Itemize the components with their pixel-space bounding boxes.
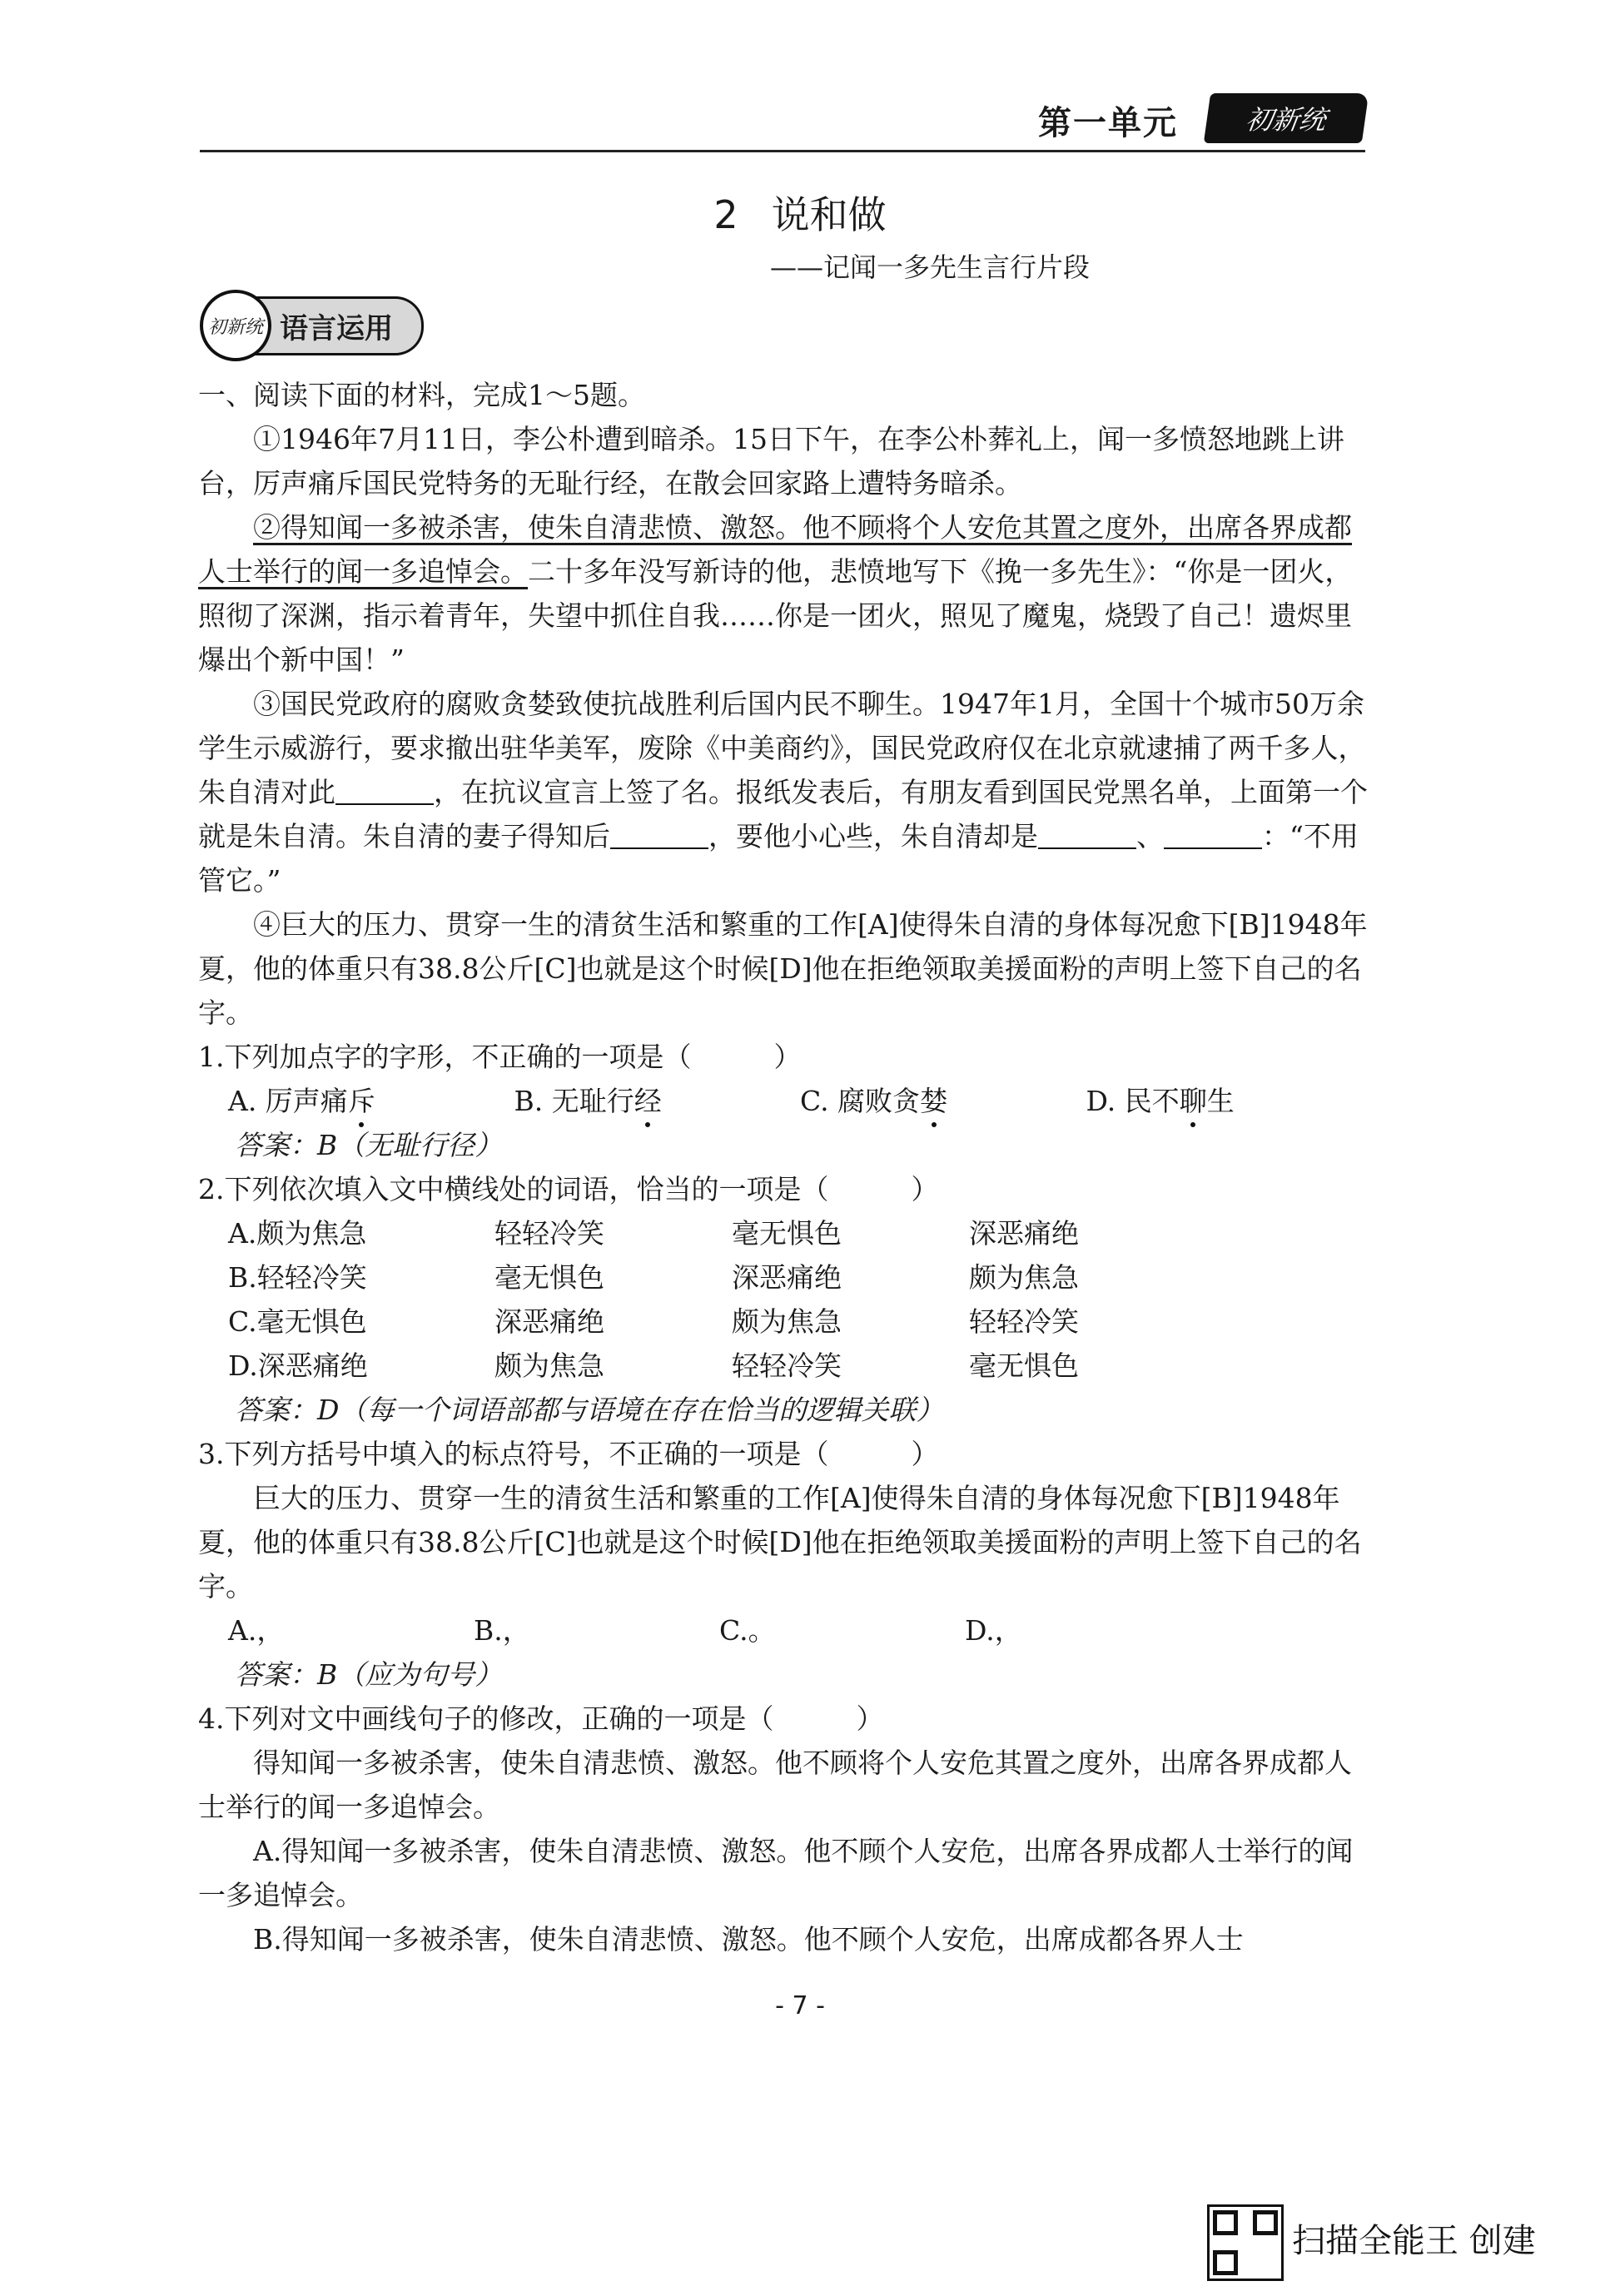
question-1-answer: 答案：B（无耻行径） <box>235 1129 503 1161</box>
option-cell: 轻轻冷笑 <box>494 1217 604 1250</box>
question-2-answer: 答案：D（每一个词语部都与语境在存在恰当的逻辑关联） <box>235 1394 944 1426</box>
blank-4 <box>1164 818 1262 849</box>
option-b: B.， <box>474 1614 530 1647</box>
passage-paragraph-2-rest: 二十多年没写新诗的他，悲愤地写下《挽一多先生》：“你是一团火，照彻了深渊，指示着青年，失望中抓住自我……你是一团火，照见了魔鬼，烧毁了自己！遗烬里爆出个新中国！” <box>198 555 1353 676</box>
blank-2 <box>610 818 708 849</box>
option-cell: 毫无惧色 <box>494 1261 604 1294</box>
option-cell: 毫无惧色 <box>732 1217 842 1250</box>
question-2-row-d <box>198 1344 1372 1388</box>
passage-paragraph-3 <box>198 682 1372 902</box>
option-d: D. 民不聊生 <box>1086 1085 1235 1117</box>
question-3-passage: 巨大的压力、贯穿一生的清贫生活和繁重的工作[A]使得朱自清的身体每况愈下[B]1948年夏，他的体重只有38.8公斤[C]也就是这个时候[D]他在拒绝领取美援面粉的声明上签下自己的名字。 <box>198 1482 1362 1603</box>
question-3-options <box>198 1608 1372 1652</box>
option-cell: 轻轻冷笑 <box>732 1349 842 1382</box>
section-label: 语言运用 <box>255 296 424 355</box>
passage-text: ③国民党政府的腐败贪婪致使抗战胜利后国内民不聊生。1947年1月，全国十个城市50万余学生示威游行，要求撤出驻华美军，废除《中美商约》，国民党政府仅在北京就逮捕了两千多人，朱自清对此 <box>198 688 1366 808</box>
question-2-row-c <box>198 1300 1372 1344</box>
option-cell: 颇为焦急 <box>732 1305 842 1338</box>
question-3-stem: 3.下列方括号中填入的标点符号，不正确的一项是（ ） <box>198 1438 939 1470</box>
option-cell: 深恶痛绝 <box>732 1261 842 1294</box>
question-2-stem: 2.下列依次填入文中横线处的词语，恰当的一项是（ ） <box>198 1173 939 1205</box>
question-2-row-a <box>198 1211 1372 1255</box>
option-c: C. 腐败贪婪 <box>800 1085 948 1117</box>
lesson-title <box>0 185 1600 240</box>
document-content <box>198 373 1372 1961</box>
question-4-option-b: B.得知闻一多被杀害，使朱自清悲愤、激怒。他不顾个人安危，出席成都各界人士 <box>253 1923 1244 1956</box>
option-cell: B.轻轻冷笑 <box>228 1261 367 1294</box>
blank-3 <box>1038 818 1136 849</box>
section-badge-icon: 初新统 <box>200 290 271 361</box>
unit-title: 第一单元 <box>1038 104 1178 142</box>
option-cell: C.毫无惧色 <box>228 1305 367 1338</box>
option-cell: 颇为焦急 <box>494 1349 604 1382</box>
scanner-watermark: 扫描全能王 创建 <box>1292 2222 1536 2260</box>
passage-paragraph-1: ①1946年7月11日，李公朴遭到暗杀。15日下午，在李公朴葬礼上，闻一多愤怒地跳上讲台，厉声痛斥国民党特务的无耻行经，在散会回家路上遭特务暗杀。 <box>198 423 1344 499</box>
page-number: - 7 - <box>775 1991 825 2020</box>
option-cell: D.深恶痛绝 <box>228 1349 368 1382</box>
lesson-subtitle: ——记闻一多先生言行片段 <box>770 251 1091 283</box>
question-1-stem: 1.下列加点字的字形，不正确的一项是（ ） <box>198 1041 802 1073</box>
option-a: A. 厉声痛斥 <box>228 1085 375 1117</box>
lesson-name: 说和做 <box>771 192 887 237</box>
option-cell: 轻轻冷笑 <box>969 1305 1079 1338</box>
question-4-stem: 4.下列对文中画线句子的修改，正确的一项是（ ） <box>198 1702 884 1735</box>
passage-text: ，在抗议宣言上签了名。报纸发表后，有朋友看到国民党黑名单，上面第一个就是朱自清。朱自清的妻子得知后 <box>198 776 1368 852</box>
lesson-number: 2 <box>713 192 738 237</box>
question-2-row-b <box>198 1255 1372 1300</box>
instruction: 一、阅读下面的材料，完成1～5题。 <box>198 379 645 411</box>
passage-paragraph-4: ④巨大的压力、贯穿一生的清贫生活和繁重的工作[A]使得朱自清的身体每况愈下[B]1948年夏，他的体重只有38.8公斤[C]也就是这个时候[D]他在拒绝领取美援面粉的声明上签下自己的名字。 <box>198 908 1368 1029</box>
question-4-option-a: A.得知闻一多被杀害，使朱自清悲愤、激怒。他不顾个人安危，出席各界成都人士举行的闻一多追悼会。 <box>198 1835 1354 1911</box>
option-c: C.。 <box>719 1614 776 1647</box>
question-1-options <box>198 1079 1372 1123</box>
underlined-sentence: ②得知闻一多被杀害，使朱自清悲愤、激怒。他不顾将个人安危其置之度外，出席各界成都人士举行的闻一多追悼会。 <box>198 511 1352 588</box>
option-b: B. 无耻行经 <box>514 1085 662 1117</box>
unit-logo: 初新统 <box>1204 93 1369 143</box>
passage-text: 、 <box>1136 820 1164 852</box>
option-a: A.， <box>228 1614 285 1647</box>
page-header <box>200 92 1365 152</box>
qr-code-icon <box>1207 2204 1284 2281</box>
option-cell: 颇为焦急 <box>969 1261 1079 1294</box>
option-cell: 深恶痛绝 <box>969 1217 1079 1250</box>
option-cell: 毫无惧色 <box>969 1349 1079 1382</box>
passage-paragraph-2 <box>198 505 1372 682</box>
section-badge <box>200 296 424 355</box>
option-d: D.， <box>965 1614 1022 1647</box>
passage-text: ，要他小心些，朱自清却是 <box>708 820 1038 852</box>
blank-1 <box>335 773 434 805</box>
passage-text: ：“不用管它。” <box>198 820 1359 897</box>
question-3-answer: 答案：B（应为句号） <box>235 1658 503 1691</box>
question-4-quote: 得知闻一多被杀害，使朱自清悲愤、激怒。他不顾将个人安危其置之度外，出席各界成都人士举行的闻一多追悼会。 <box>198 1747 1352 1823</box>
option-cell: 深恶痛绝 <box>494 1305 604 1338</box>
option-cell: A.颇为焦急 <box>228 1217 367 1250</box>
